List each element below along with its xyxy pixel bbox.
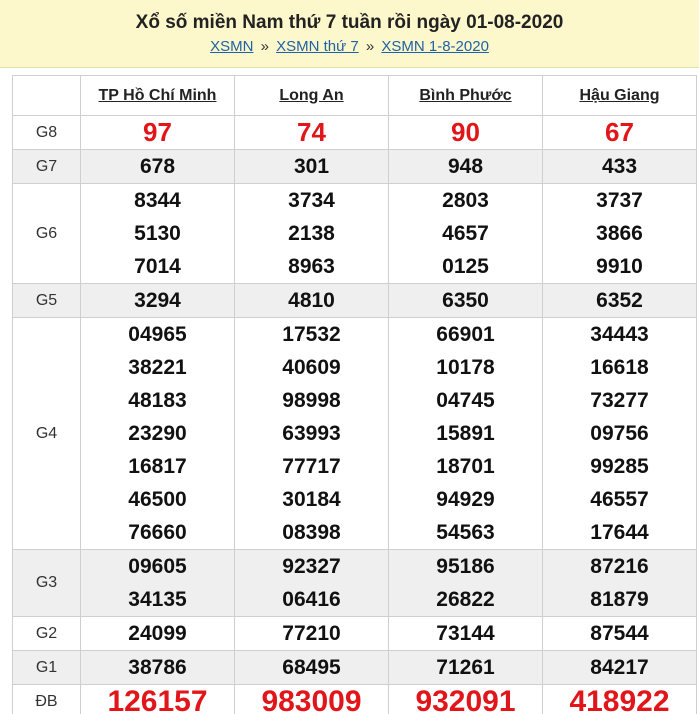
prize-number: 2138 — [288, 222, 335, 245]
prize-number: 301 — [293, 155, 330, 178]
province-link-hau-giang[interactable]: Hậu Giang — [579, 86, 660, 104]
prize-row — [13, 651, 697, 685]
province-link-binh-phuoc[interactable]: Bình Phước — [419, 86, 512, 104]
results-table — [12, 75, 697, 714]
prize-cell — [389, 617, 543, 651]
prize-number: 40609 — [282, 356, 341, 379]
prize-row — [13, 318, 697, 550]
prize-number: 948 — [447, 155, 484, 178]
prize-number: 66901 — [436, 323, 495, 346]
prize-row — [13, 685, 697, 714]
prize-number: 92327 — [282, 555, 341, 578]
prize-cell — [543, 150, 697, 184]
prize-number: 76660 — [128, 521, 187, 544]
province-header — [543, 76, 697, 116]
prize-cell — [235, 150, 389, 184]
prize-number: 418922 — [569, 685, 670, 714]
prize-number: 99285 — [590, 455, 649, 478]
prize-number: 95186 — [436, 555, 495, 578]
province-header — [81, 76, 235, 116]
prize-number: 3734 — [288, 189, 335, 212]
prize-number: 16817 — [128, 455, 187, 478]
prize-number: 17532 — [282, 323, 341, 346]
prize-row — [13, 284, 697, 318]
prize-number: 7014 — [134, 255, 181, 278]
prize-label: G1 — [13, 651, 81, 685]
prize-number: 15891 — [436, 422, 495, 445]
prize-number: 68495 — [282, 656, 341, 679]
prize-label: G3 — [13, 550, 81, 617]
prize-cell — [81, 318, 235, 550]
prize-cell — [81, 116, 235, 150]
prize-number: 77210 — [282, 622, 341, 645]
prize-number: 71261 — [436, 656, 495, 679]
prize-number: 34443 — [590, 323, 649, 346]
prize-number: 126157 — [107, 685, 208, 714]
prize-cell — [235, 184, 389, 284]
prize-number: 04965 — [128, 323, 187, 346]
prize-number: 3737 — [596, 189, 643, 212]
prize-number: 9910 — [596, 255, 643, 278]
prize-number: 3294 — [134, 289, 181, 312]
prize-row — [13, 116, 697, 150]
prize-cell — [235, 617, 389, 651]
prize-number: 73277 — [590, 389, 649, 412]
prize-cell — [235, 550, 389, 617]
prize-cell — [543, 184, 697, 284]
prize-cell — [389, 184, 543, 284]
prize-cell — [389, 150, 543, 184]
prize-label: G2 — [13, 617, 81, 651]
prize-cell — [81, 550, 235, 617]
prize-number: 87216 — [590, 555, 649, 578]
prize-number: 94929 — [436, 488, 495, 511]
prize-number: 24099 — [128, 622, 187, 645]
prize-number: 932091 — [415, 685, 516, 714]
prize-cell — [81, 184, 235, 284]
prize-label: ĐB — [13, 685, 81, 714]
prize-number: 5130 — [134, 222, 181, 245]
prize-number: 4810 — [288, 289, 335, 312]
prize-label: G4 — [13, 318, 81, 550]
prize-cell — [543, 685, 697, 714]
prize-number: 09756 — [590, 422, 649, 445]
prize-number: 433 — [601, 155, 638, 178]
breadcrumb-xsmn[interactable]: XSMN — [210, 38, 254, 55]
prize-label: G6 — [13, 184, 81, 284]
prize-label: G8 — [13, 116, 81, 150]
prize-number: 54563 — [436, 521, 495, 544]
prize-cell — [543, 617, 697, 651]
prize-cell — [81, 617, 235, 651]
prize-cell — [235, 685, 389, 714]
prize-cell — [235, 651, 389, 685]
prize-cell — [81, 150, 235, 184]
prize-cell — [235, 116, 389, 150]
prize-number: 8963 — [288, 255, 335, 278]
prize-number: 2803 — [442, 189, 489, 212]
prize-number: 18701 — [436, 455, 495, 478]
prize-row — [13, 150, 697, 184]
prize-number: 98998 — [282, 389, 341, 412]
prize-number: 74 — [297, 117, 326, 147]
breadcrumb — [0, 38, 699, 55]
breadcrumb-separator: » — [365, 38, 375, 55]
prize-number: 63993 — [282, 422, 341, 445]
prize-cell — [389, 116, 543, 150]
prize-number: 23290 — [128, 422, 187, 445]
prize-number: 48183 — [128, 389, 187, 412]
prize-cell — [389, 550, 543, 617]
corner-cell — [13, 76, 81, 116]
prize-row — [13, 550, 697, 617]
prize-cell — [235, 284, 389, 318]
prize-number: 73144 — [436, 622, 495, 645]
prize-cell — [543, 651, 697, 685]
prize-number: 0125 — [442, 255, 489, 278]
prize-number: 983009 — [261, 685, 362, 714]
prize-number: 17644 — [590, 521, 649, 544]
prize-cell — [543, 284, 697, 318]
province-link-long-an[interactable]: Long An — [279, 86, 344, 104]
prize-number: 6350 — [442, 289, 489, 312]
prize-cell — [389, 284, 543, 318]
prize-cell — [81, 685, 235, 714]
prize-number: 30184 — [282, 488, 341, 511]
prize-number: 67 — [605, 117, 634, 147]
prize-label: G7 — [13, 150, 81, 184]
prize-number: 26822 — [436, 588, 495, 611]
prize-number: 678 — [139, 155, 176, 178]
prize-cell — [389, 651, 543, 685]
prize-cell — [81, 284, 235, 318]
prize-number: 06416 — [282, 588, 341, 611]
prize-number: 77717 — [282, 455, 341, 478]
breadcrumb-separator: » — [260, 38, 269, 55]
prize-number: 46500 — [128, 488, 187, 511]
prize-cell — [235, 318, 389, 550]
prize-cell — [543, 318, 697, 550]
prize-number: 16618 — [590, 356, 649, 379]
breadcrumb-xsmn-thu-7[interactable]: XSMN thứ 7 — [276, 38, 359, 55]
breadcrumb-xsmn-date[interactable]: XSMN 1-8-2020 — [381, 38, 489, 55]
prize-number: 09605 — [128, 555, 187, 578]
prize-number: 84217 — [590, 656, 649, 679]
prize-row — [13, 184, 697, 284]
prize-number: 3866 — [596, 222, 643, 245]
page-title: Xổ số miền Nam thứ 7 tuần rồi ngày 01-08-2020 — [135, 12, 564, 33]
prize-cell — [543, 550, 697, 617]
province-link-hcm[interactable]: TP Hồ Chí Minh — [98, 86, 217, 104]
prize-number: 90 — [451, 117, 480, 147]
province-header — [389, 76, 543, 116]
table-header-row — [13, 76, 697, 116]
results-body — [13, 116, 697, 714]
prize-number: 38221 — [128, 356, 187, 379]
prize-number: 38786 — [128, 656, 187, 679]
prize-number: 34135 — [128, 588, 187, 611]
prize-number: 6352 — [596, 289, 643, 312]
results-table-container — [12, 75, 697, 714]
prize-number: 81879 — [590, 588, 649, 611]
prize-number: 08398 — [282, 521, 341, 544]
prize-label: G5 — [13, 284, 81, 318]
prize-number: 97 — [143, 117, 172, 147]
page-header — [0, 0, 699, 68]
prize-number: 4657 — [442, 222, 489, 245]
prize-row — [13, 617, 697, 651]
prize-number: 46557 — [590, 488, 649, 511]
prize-cell — [389, 685, 543, 714]
prize-cell — [389, 318, 543, 550]
prize-number: 8344 — [134, 189, 181, 212]
prize-number: 04745 — [436, 389, 495, 412]
prize-number: 10178 — [436, 356, 495, 379]
prize-cell — [543, 116, 697, 150]
province-header — [235, 76, 389, 116]
prize-number: 87544 — [590, 622, 649, 645]
prize-cell — [81, 651, 235, 685]
